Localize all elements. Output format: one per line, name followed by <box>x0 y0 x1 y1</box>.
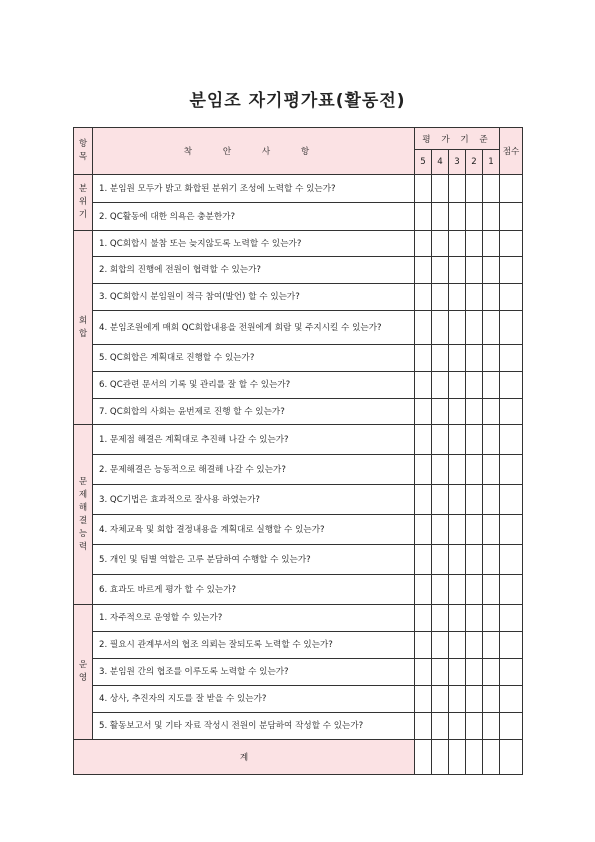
criteria-header-label: 평 가 기 준 <box>422 134 492 145</box>
rating-cell[interactable] <box>432 605 449 632</box>
question-cell: 1. 자주적으로 운영할 수 있는가? <box>93 605 415 632</box>
rating-cell[interactable] <box>466 659 483 686</box>
rating-cell[interactable] <box>415 686 432 713</box>
table-row <box>74 575 523 605</box>
section-label-char: 합 <box>78 328 88 339</box>
rating-cell[interactable] <box>432 345 449 372</box>
rating-cell[interactable] <box>449 515 466 545</box>
rating-cell[interactable] <box>466 372 483 399</box>
rating-cell[interactable] <box>449 257 466 284</box>
rating-cell[interactable] <box>466 345 483 372</box>
rating-cell[interactable] <box>415 632 432 659</box>
question-cell: 2. 문제해결은 능동적으로 해결해 나갈 수 있는가? <box>93 455 415 485</box>
score-cell[interactable] <box>500 345 523 372</box>
table-row <box>74 399 523 425</box>
rating-cell[interactable] <box>449 311 466 345</box>
level-header: 5 <box>415 150 432 175</box>
section-label-char: 능 <box>78 528 88 539</box>
rating-cell[interactable] <box>449 345 466 372</box>
question-cell: 4. 상사, 추진자의 지도를 잘 받을 수 있는가? <box>93 686 415 713</box>
rating-cell[interactable] <box>432 425 449 455</box>
total-rating-cell[interactable] <box>415 740 432 775</box>
rating-cell[interactable] <box>415 515 432 545</box>
rating-cell[interactable] <box>466 425 483 455</box>
rating-cell[interactable] <box>432 515 449 545</box>
question-cell: 6. QC관련 문서의 기록 및 관리를 잘 할 수 있는가? <box>93 372 415 399</box>
table-row <box>74 515 523 545</box>
rating-cell[interactable] <box>483 311 500 345</box>
rating-cell[interactable] <box>432 686 449 713</box>
score-header: 점수 <box>500 128 523 175</box>
section-label-char: 운 <box>78 660 88 670</box>
question-cell: 5. 활동보고서 및 기타 자료 작성시 전원이 분담하여 작성할 수 있는가? <box>93 713 415 740</box>
rating-cell[interactable] <box>432 455 449 485</box>
rating-cell[interactable] <box>483 713 500 740</box>
rating-cell[interactable] <box>432 485 449 515</box>
question-cell: 6. 효과도 바르게 평가 할 수 있는가? <box>93 575 415 605</box>
section-label-char: 기 <box>78 210 88 220</box>
total-score-cell[interactable] <box>500 740 523 775</box>
score-cell[interactable] <box>500 425 523 455</box>
question-cell: 4. 분임조원에게 매회 QC회합내용을 전원에게 회람 및 주지시킬 수 있는가? <box>93 311 415 345</box>
score-cell[interactable] <box>500 175 523 203</box>
category-header-char-1: 항 <box>78 139 88 149</box>
rating-cell[interactable] <box>432 575 449 605</box>
rating-cell[interactable] <box>483 175 500 203</box>
rating-cell[interactable] <box>483 485 500 515</box>
rating-cell[interactable] <box>483 605 500 632</box>
score-cell[interactable] <box>500 515 523 545</box>
level-header: 2 <box>466 150 483 175</box>
table-row <box>74 545 523 575</box>
rating-cell[interactable] <box>432 545 449 575</box>
rating-cell[interactable] <box>466 203 483 231</box>
rating-cell[interactable] <box>483 284 500 311</box>
score-cell[interactable] <box>500 632 523 659</box>
self-evaluation-table <box>73 127 523 775</box>
section-label-char: 영 <box>78 673 88 683</box>
score-cell[interactable] <box>500 713 523 740</box>
section-label-char: 해 <box>78 502 88 513</box>
table-row <box>74 311 523 345</box>
rating-cell[interactable] <box>483 632 500 659</box>
form-title: 분임조 자기평가표(활동전) <box>189 91 406 111</box>
table-row <box>74 485 523 515</box>
header-row-1 <box>74 128 523 150</box>
rating-cell[interactable] <box>415 257 432 284</box>
rating-cell[interactable] <box>466 605 483 632</box>
total-row <box>74 740 523 775</box>
table-row <box>74 257 523 284</box>
rating-cell[interactable] <box>415 231 432 257</box>
score-cell[interactable] <box>500 455 523 485</box>
rating-cell[interactable] <box>432 175 449 203</box>
rating-cell[interactable] <box>466 311 483 345</box>
section-label-char: 회 <box>78 315 88 326</box>
table-row <box>74 203 523 231</box>
score-cell[interactable] <box>500 231 523 257</box>
question-cell: 5. 개인 및 팀별 역할은 고루 분담하여 수행할 수 있는가? <box>93 545 415 575</box>
category-header-char-2: 목 <box>78 152 88 162</box>
total-label-cell: 계 <box>74 740 415 775</box>
score-cell[interactable] <box>500 311 523 345</box>
rating-cell[interactable] <box>449 632 466 659</box>
question-cell: 2. 필요시 관계부서의 협조 의뢰는 잘되도록 노력할 수 있는가? <box>93 632 415 659</box>
rating-cell[interactable] <box>449 455 466 485</box>
rating-cell[interactable] <box>483 515 500 545</box>
score-cell[interactable] <box>500 686 523 713</box>
rating-cell[interactable] <box>449 372 466 399</box>
table-row <box>74 713 523 740</box>
table-row <box>74 175 523 203</box>
rating-cell[interactable] <box>415 372 432 399</box>
table-row <box>74 605 523 632</box>
total-rating-cell[interactable] <box>466 740 483 775</box>
score-cell[interactable] <box>500 284 523 311</box>
section-label-char: 위 <box>78 197 88 207</box>
criteria-header <box>415 128 500 150</box>
rating-cell[interactable] <box>483 575 500 605</box>
rating-cell[interactable] <box>415 284 432 311</box>
rating-cell[interactable] <box>449 203 466 231</box>
rating-cell[interactable] <box>483 203 500 231</box>
question-cell: 3. QC회합시 분임원이 적극 참여(발언) 할 수 있는가? <box>93 284 415 311</box>
category-header <box>74 128 93 175</box>
score-cell[interactable] <box>500 372 523 399</box>
rating-cell[interactable] <box>466 455 483 485</box>
question-cell: 3. QC기법은 효과적으로 잘사용 하였는가? <box>93 485 415 515</box>
rating-cell[interactable] <box>449 545 466 575</box>
question-cell: 1. QC회합시 불참 또는 늦지않도록 노력할 수 있는가? <box>93 231 415 257</box>
rating-cell[interactable] <box>466 632 483 659</box>
rating-cell[interactable] <box>415 575 432 605</box>
rating-cell[interactable] <box>483 455 500 485</box>
total-rating-cell[interactable] <box>483 740 500 775</box>
section-label-char: 결 <box>78 515 88 526</box>
rating-cell[interactable] <box>449 485 466 515</box>
rating-cell[interactable] <box>466 515 483 545</box>
question-cell: 2. 회합의 진행에 전원이 협력할 수 있는가? <box>93 257 415 284</box>
rating-cell[interactable] <box>415 455 432 485</box>
rating-cell[interactable] <box>483 399 500 425</box>
rating-cell[interactable] <box>466 485 483 515</box>
table-row <box>74 284 523 311</box>
rating-cell[interactable] <box>466 399 483 425</box>
rating-cell[interactable] <box>415 713 432 740</box>
level-header: 3 <box>449 150 466 175</box>
rating-cell[interactable] <box>449 399 466 425</box>
rating-cell[interactable] <box>415 203 432 231</box>
total-rating-cell[interactable] <box>432 740 449 775</box>
section-label-cell <box>74 175 93 231</box>
rating-cell[interactable] <box>415 659 432 686</box>
rating-cell[interactable] <box>432 284 449 311</box>
rating-cell[interactable] <box>466 231 483 257</box>
section-label-char: 력 <box>78 541 88 552</box>
rating-cell[interactable] <box>449 659 466 686</box>
rating-cell[interactable] <box>466 713 483 740</box>
rating-cell[interactable] <box>483 372 500 399</box>
score-cell[interactable] <box>500 605 523 632</box>
score-cell[interactable] <box>500 257 523 284</box>
rating-cell[interactable] <box>466 284 483 311</box>
section-label-cell <box>74 231 93 425</box>
rating-cell[interactable] <box>449 686 466 713</box>
score-cell[interactable] <box>500 659 523 686</box>
rating-cell[interactable] <box>483 545 500 575</box>
table-row <box>74 659 523 686</box>
question-cell: 4. 자체교육 및 회합 결정내용을 계획대로 실행할 수 있는가? <box>93 515 415 545</box>
rating-cell[interactable] <box>432 659 449 686</box>
rating-cell[interactable] <box>432 713 449 740</box>
rating-cell[interactable] <box>415 425 432 455</box>
section-label-char: 문 <box>78 476 88 487</box>
level-header: 4 <box>432 150 449 175</box>
table-row <box>74 425 523 455</box>
question-cell: 3. 분임원 간의 협조를 이루도록 노력할 수 있는가? <box>93 659 415 686</box>
rating-cell[interactable] <box>432 372 449 399</box>
rating-cell[interactable] <box>466 175 483 203</box>
rating-cell[interactable] <box>432 231 449 257</box>
rating-cell[interactable] <box>432 399 449 425</box>
table-row <box>74 231 523 257</box>
rating-cell[interactable] <box>432 632 449 659</box>
level-header: 1 <box>483 150 500 175</box>
score-cell[interactable] <box>500 203 523 231</box>
rating-cell[interactable] <box>432 311 449 345</box>
rating-cell[interactable] <box>466 575 483 605</box>
rating-cell[interactable] <box>415 605 432 632</box>
section-label-cell <box>74 605 93 740</box>
rating-cell[interactable] <box>449 713 466 740</box>
total-rating-cell[interactable] <box>449 740 466 775</box>
rating-cell[interactable] <box>466 545 483 575</box>
rating-cell[interactable] <box>449 605 466 632</box>
rating-cell[interactable] <box>466 257 483 284</box>
question-cell: 2. QC활동에 대한 의욕은 충분한가? <box>93 203 415 231</box>
rating-cell[interactable] <box>449 575 466 605</box>
question-cell: 5. QC회합은 계획대로 진행할 수 있는가? <box>93 345 415 372</box>
rating-cell[interactable] <box>415 175 432 203</box>
rating-cell[interactable] <box>483 231 500 257</box>
section-label-cell <box>74 425 93 605</box>
focus-header <box>93 128 415 175</box>
score-cell[interactable] <box>500 545 523 575</box>
rating-cell[interactable] <box>415 545 432 575</box>
rating-cell[interactable] <box>483 686 500 713</box>
rating-cell[interactable] <box>432 203 449 231</box>
question-cell: 1. 분임원 모두가 밝고 화합된 분위기 조성에 노력할 수 있는가? <box>93 175 415 203</box>
rating-cell[interactable] <box>483 345 500 372</box>
rating-cell[interactable] <box>483 257 500 284</box>
score-cell[interactable] <box>500 399 523 425</box>
score-cell[interactable] <box>500 485 523 515</box>
rating-cell[interactable] <box>415 485 432 515</box>
rating-cell[interactable] <box>415 399 432 425</box>
rating-cell[interactable] <box>415 345 432 372</box>
table-row <box>74 632 523 659</box>
rating-cell[interactable] <box>483 659 500 686</box>
table-row <box>74 455 523 485</box>
rating-cell[interactable] <box>466 686 483 713</box>
rating-cell[interactable] <box>432 257 449 284</box>
focus-header-label: 착 안 사 항 <box>183 147 324 157</box>
section-label-char: 제 <box>78 489 88 500</box>
question-cell: 7. QC회합의 사회는 윤번제로 진행 할 수 있는가? <box>93 399 415 425</box>
table-row <box>74 372 523 399</box>
rating-cell[interactable] <box>449 175 466 203</box>
score-cell[interactable] <box>500 575 523 605</box>
rating-cell[interactable] <box>449 284 466 311</box>
rating-cell[interactable] <box>415 311 432 345</box>
table-row <box>74 686 523 713</box>
rating-cell[interactable] <box>483 425 500 455</box>
table-row <box>74 345 523 372</box>
rating-cell[interactable] <box>449 425 466 455</box>
question-cell: 1. 문제점 해결은 계획대로 추진해 나갈 수 있는가? <box>93 425 415 455</box>
rating-cell[interactable] <box>449 231 466 257</box>
section-label-char: 분 <box>78 184 88 194</box>
